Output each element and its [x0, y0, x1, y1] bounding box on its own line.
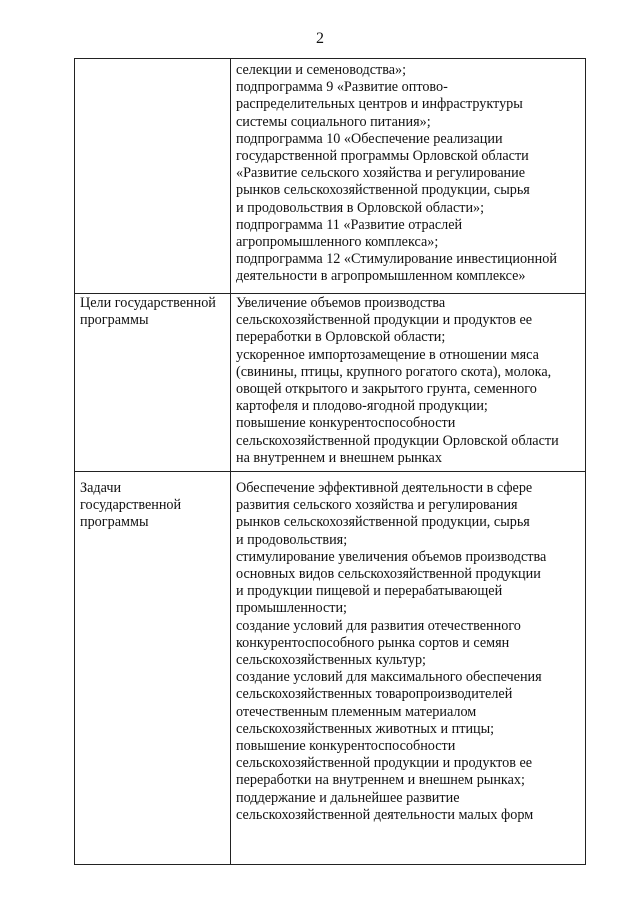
row-content-line: сельскохозяйственных товаропроизводителей: [236, 686, 513, 703]
row-content-line: государственной программы Орловской области: [236, 148, 529, 165]
row-label-line: программы: [80, 514, 149, 531]
row-content-line: сельскохозяйственных культур;: [236, 652, 426, 669]
row-content-cell: [231, 472, 586, 865]
row-content-line: системы социального питания»;: [236, 113, 431, 130]
row-content-line: агропромышленного комплекса»;: [236, 234, 439, 251]
row-content-line: поддержание и дальнейшее развитие: [236, 789, 460, 806]
row-label-line: Задачи: [80, 480, 122, 497]
row-content-line: и продовольствия в Орловской области»;: [236, 199, 485, 216]
row-content-line: сельскохозяйственной продукции и продуктов ее: [236, 312, 533, 329]
row-content-line: распределительных центров и инфраструктуры: [236, 96, 523, 113]
row-content-line: переработки в Орловской области;: [236, 329, 446, 346]
row-content-line: повышение конкурентоспособности: [236, 415, 456, 432]
row-content-line: и продукции пищевой и перерабатывающей: [236, 583, 503, 600]
row-label-line: программы: [80, 312, 149, 329]
row-content-line: сельскохозяйственной продукции Орловской области: [236, 432, 559, 449]
row-label-cell: [75, 294, 231, 472]
row-content-line: основных видов сельскохозяйственной продукции: [236, 566, 541, 583]
row-content-line: «Развитие сельского хозяйства и регулирование: [236, 165, 525, 182]
page-number: 2: [316, 30, 324, 47]
row-content-line: подпрограмма 10 «Обеспечение реализации: [236, 130, 503, 147]
table-row-subprograms-continued: [75, 59, 586, 294]
row-content-line: развития сельского хозяйства и регулирования: [236, 497, 518, 514]
row-content-line: деятельности в агропромышленном комплексе»: [236, 268, 526, 285]
row-content-line: подпрограмма 9 «Развитие оптово-: [236, 79, 448, 96]
row-content-line: ускоренное импортозамещение в отношении мяса: [236, 346, 539, 363]
row-content-line: конкурентоспособного рынка сортов и семян: [236, 634, 510, 651]
row-content-line: сельскохозяйственной деятельности малых форм: [236, 806, 534, 823]
row-label-line: государственной: [80, 497, 182, 514]
row-content-line: селекции и семеноводства»;: [236, 62, 407, 78]
row-content-cell: [231, 59, 586, 294]
row-content-line: на внутреннем и внешнем рынках: [236, 449, 442, 466]
table-row-goals: [75, 294, 586, 472]
row-content-line: Увеличение объемов производства: [236, 295, 446, 311]
row-content-line: подпрограмма 11 «Развитие отраслей: [236, 216, 463, 233]
row-label-line: Цели государственной: [80, 295, 216, 311]
row-content-line: создание условий для максимального обеспечения: [236, 669, 542, 686]
row-content-line: стимулирование увеличения объемов производства: [236, 548, 547, 565]
row-label-cell: [75, 59, 231, 294]
row-content-cell: [231, 294, 586, 472]
row-content-line: сельскохозяйственной продукции и продуктов ее: [236, 755, 533, 772]
table-row-tasks: [75, 472, 586, 865]
row-content-line: сельскохозяйственных животных и птицы;: [236, 720, 495, 737]
row-content-line: повышение конкурентоспособности: [236, 738, 456, 755]
row-content-line: рынков сельскохозяйственной продукции, сырья: [236, 514, 530, 531]
program-passport-table: [74, 58, 586, 865]
row-content-line: промышленности;: [236, 600, 347, 617]
row-content-line: переработки на внутреннем и внешнем рынках;: [236, 772, 525, 789]
row-content-line: рынков сельскохозяйственной продукции, сырья: [236, 182, 530, 199]
row-content-line: Обеспечение эффективной деятельности в сфере: [236, 480, 533, 497]
row-content-line: картофеля и плодово-ягодной продукции;: [236, 398, 488, 415]
row-content-line: (свинины, птицы, крупного рогатого скота), молока,: [236, 363, 552, 380]
row-content-line: создание условий для развития отечественного: [236, 617, 521, 634]
row-label-cell: [75, 472, 231, 865]
row-content-line: отечественным племенным материалом: [236, 703, 477, 720]
row-content-line: овощей открытого и закрытого грунта, семенного: [236, 381, 537, 398]
row-content-line: подпрограмма 12 «Стимулирование инвестиционной: [236, 251, 557, 268]
row-content-line: и продовольствия;: [236, 531, 348, 548]
